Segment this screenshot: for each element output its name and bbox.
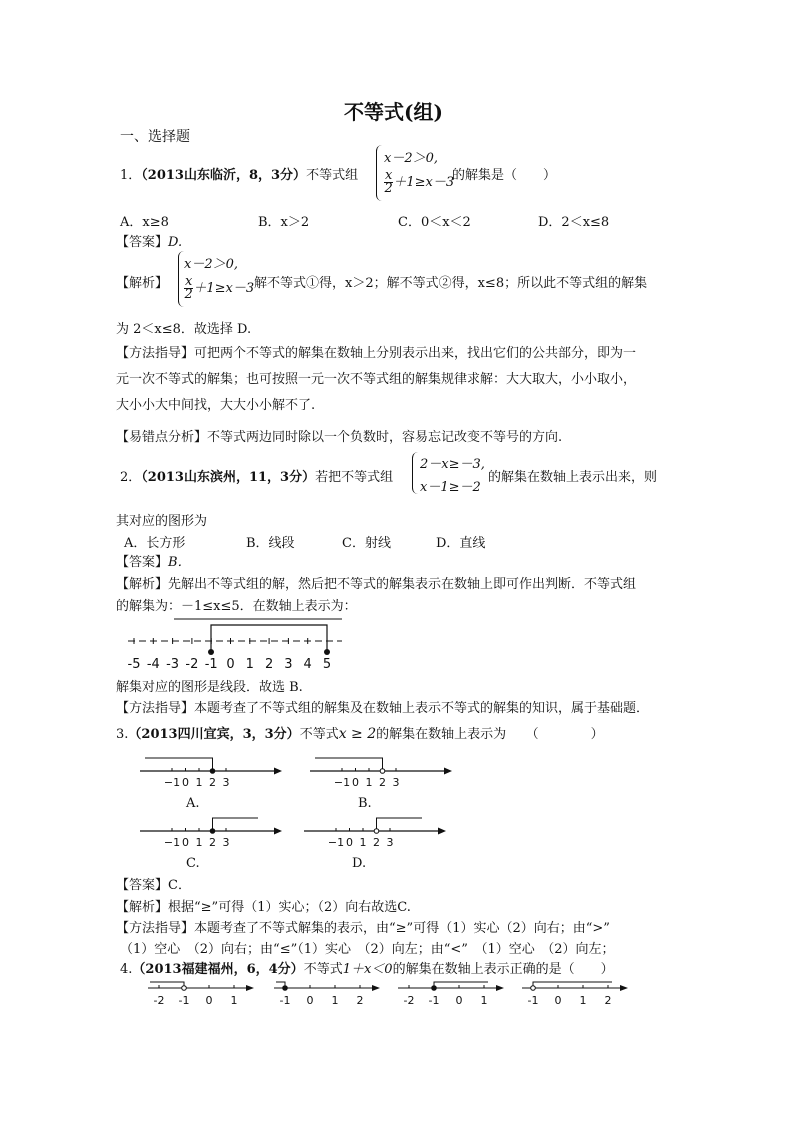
q3-option-b-arrowhead xyxy=(444,768,452,775)
q3-source: （2013四川宜宾，3，3分） xyxy=(128,727,300,742)
q3-option-a-axis-label: 0 xyxy=(182,776,189,789)
q2-solution-bracket xyxy=(211,625,327,652)
q4-option-c-axis-label: -1 xyxy=(428,994,440,1007)
q3-analysis-text: 根据“≥”可得（1）实心；（2）向右故选C. xyxy=(168,900,411,915)
q1-answer-tag: 【答案】 xyxy=(116,235,169,250)
q2-analysis-tag: 【解析】 xyxy=(116,577,169,592)
q3-option-b-label: B. xyxy=(358,796,372,811)
q2-stem-cont: 其对应的图形为 xyxy=(116,514,208,529)
q1-ineq2 xyxy=(384,170,454,195)
q2-method-text: 本题考查了不等式组的解集及在数轴上表示不等式的解集的知识，属于基础题． xyxy=(194,701,650,716)
q2-axis-label: 3 xyxy=(284,657,293,672)
q3-option-a-axis-label: −1 xyxy=(163,776,181,789)
q3-option-d-endpoint xyxy=(374,829,379,834)
q4-option-a-axis-label: 0 xyxy=(205,994,213,1007)
q3-option-a-arrowhead xyxy=(274,768,282,775)
q2-axis-label: 0 xyxy=(226,657,235,672)
q3-answer xyxy=(116,874,191,893)
q1-option-d: D．2＜x≤8 xyxy=(538,215,610,230)
q2-axis-label: 2 xyxy=(264,657,274,672)
q3-option-b-axis-label: −1 xyxy=(333,776,351,789)
q1-method-line1: 可把两个不等式的解集在数轴上分别表示出来，找出它们的公共部分，即为一 xyxy=(194,346,637,361)
q4-option-d-axis-label: 1 xyxy=(579,994,587,1007)
q2-stem-pre: 若把不等式组 xyxy=(315,470,394,485)
q4-stem-post: 的解集在数轴上表示正确的是（ ） xyxy=(392,962,614,977)
q2-option-a: A．长方形 xyxy=(124,536,186,551)
q4-option-a-axis-label: -1 xyxy=(178,994,190,1007)
q1-analysis-text: 解不等式①得，x＞2；解不等式②得，x≤8；所以此不等式组的解集 xyxy=(254,276,648,291)
q2-answer-value: B． xyxy=(168,555,191,570)
q2-stem-post: 的解集在数轴上表示出来，则 xyxy=(488,470,658,485)
q3-analysis xyxy=(116,896,411,915)
q3-option-a-axis-label: 1 xyxy=(195,776,203,789)
q4-option-c-solution-ray xyxy=(434,982,488,988)
q1-brace xyxy=(376,145,383,201)
q4-stem xyxy=(120,958,614,977)
section-heading: 一、选择题 xyxy=(120,129,190,145)
q3-option-d-axis-label: 2 xyxy=(373,836,380,849)
q4-option-d-arrowhead xyxy=(620,985,628,991)
q4-option-b-axis-label: -1 xyxy=(279,994,291,1007)
q3-stem-math: x ≥ 2 xyxy=(338,726,377,742)
q3-stem-pre: 不等式 xyxy=(299,727,339,742)
q2-answer xyxy=(116,551,191,570)
q3-option-b-axis-label: 3 xyxy=(392,776,400,789)
q3-option-c-arrowhead xyxy=(274,828,282,835)
q2-axis-label: -2 xyxy=(185,657,199,672)
q1-answer-value: D. xyxy=(168,235,183,250)
q4-option-b-axis-label: 2 xyxy=(356,994,364,1007)
q1-analysis-cont: 为 2＜x≤8．故选择 D. xyxy=(116,322,252,337)
q3-stem-post: 的解集在数轴上表示为 （ ） xyxy=(376,727,604,742)
q3-option-d-axis-label: 1 xyxy=(359,836,367,849)
q1-stem-post: 的解集是（ ） xyxy=(452,168,557,183)
q4-option-d-axis-label: 0 xyxy=(554,994,562,1007)
q4-stem-math: 1＋x＜0 xyxy=(342,962,393,977)
q4-option-b-axis-label: 1 xyxy=(331,994,339,1007)
q4-option-d-solution-ray xyxy=(533,982,612,988)
q2-stem xyxy=(120,466,393,485)
q1-method-line2: 元一次不等式的解集；也可按照一元一次不等式组的解集规律求解：大大取大，小小取小， xyxy=(116,372,637,387)
q3-method-line2: （1）空心 （2）向右；由“≤”（1）实心 （2）向左；由“<” （1）空心 （2）向左； xyxy=(120,942,615,957)
q2-ineq2: x－1≥－2 xyxy=(420,480,481,495)
q3-option-c-label: C. xyxy=(186,856,200,871)
q2-method xyxy=(116,697,649,716)
q4-option-c-arrowhead xyxy=(496,985,504,991)
q4-option-c-axis-label: 0 xyxy=(455,994,463,1007)
q2-axis-label: 4 xyxy=(303,657,312,672)
q3-method-tag: 【方法指导】 xyxy=(116,921,195,936)
q2-analysis-line1: 先解出不等式组的解，然后把不等式的解集表示在数轴上即可作出判断．不等式组 xyxy=(168,577,637,592)
q1-method-line3: 大小小大中间找，大大小小解不了. xyxy=(116,398,316,413)
q4-option-d-axis-label: -1 xyxy=(527,994,539,1007)
q4-source: （2013福建福州，6，4分） xyxy=(132,962,304,977)
q4-option-d-endpoint xyxy=(531,986,536,991)
q3-option-a-axis-label: 3 xyxy=(222,776,230,789)
q2-option-c: C．射线 xyxy=(342,536,391,551)
q1-option-c: C．0＜x＜2 xyxy=(398,215,471,230)
q4-option-a-axis-label: 1 xyxy=(230,994,238,1007)
q1-analysis-tag: 【解析】 xyxy=(116,276,169,291)
q3-option-d-axis-label: 0 xyxy=(346,836,353,849)
q3-option-b-solution-ray xyxy=(315,758,383,771)
q1-analysis-ineq1: x－2＞0, xyxy=(184,257,239,272)
q4-option-a-axis-label: -2 xyxy=(153,994,165,1007)
q2-left-endpoint xyxy=(208,649,214,655)
q1-answer xyxy=(116,231,182,250)
q1-error-tag: 【易错点分析】 xyxy=(116,430,208,445)
q1-option-a: A．x≥8 xyxy=(120,215,169,230)
q2-answer-tag: 【答案】 xyxy=(116,555,169,570)
q1-ineq2-rest: ＋1≥x－3 xyxy=(393,175,455,190)
q3-answer-tag: 【答案】 xyxy=(116,878,169,893)
q3-option-d-label: D. xyxy=(352,856,367,871)
q3-answer-value: C． xyxy=(168,878,191,893)
q1-method xyxy=(116,342,636,361)
q1-number: 1． xyxy=(120,168,142,183)
q3-option-a-axis-label: 2 xyxy=(209,776,216,789)
q1-method-tag: 【方法指导】 xyxy=(116,346,195,361)
q4-option-c-axis-label: -2 xyxy=(403,994,415,1007)
q2-number: 2． xyxy=(120,470,142,485)
q2-axis-label: -1 xyxy=(204,657,218,672)
q2-brace xyxy=(412,452,419,494)
q1-stem-pre: 不等式组 xyxy=(306,168,359,183)
q4-option-b-axis-label: 0 xyxy=(306,994,314,1007)
q3-option-c-axis-label: 2 xyxy=(209,836,216,849)
q2-ineq1: 2－x≥－3, xyxy=(420,457,485,472)
q3-option-a-solution-ray xyxy=(145,758,213,771)
q3-option-d-axis-label: −1 xyxy=(327,836,345,849)
q1-analysis-ineq2-rest: ＋1≥x－3 xyxy=(193,281,255,296)
q3-option-a-endpoint xyxy=(210,769,215,774)
q1-analysis-frac-den: 2 xyxy=(184,287,193,302)
q3-option-c-endpoint xyxy=(210,829,215,834)
q2-source: （2013山东滨州，11，3分） xyxy=(141,470,316,485)
q3-option-c-axis-label: 1 xyxy=(195,836,203,849)
q4-option-b-endpoint xyxy=(283,986,288,991)
q1-ineq1: x－2＞0, xyxy=(384,151,439,166)
q2-right-endpoint xyxy=(324,649,330,655)
q4-option-b-arrowhead xyxy=(372,985,380,991)
q3-number: 3. xyxy=(116,727,129,742)
q1-option-b: B．x＞2 xyxy=(258,215,310,230)
q1-source: （2013山东临沂，8，3分） xyxy=(141,168,307,183)
q2-axis-label: -4 xyxy=(146,657,160,672)
q4-option-d-axis-label: 2 xyxy=(604,994,612,1007)
q1-stem xyxy=(120,164,358,183)
q4-number: 4. xyxy=(120,962,133,977)
q3-analysis-tag: 【解析】 xyxy=(116,900,169,915)
q3-option-d-arrowhead xyxy=(438,828,446,835)
q3-option-a-label: A. xyxy=(186,796,200,811)
q4-option-c-endpoint xyxy=(432,986,437,991)
q4-option-a-endpoint xyxy=(182,986,187,991)
q2-method-tag: 【方法指导】 xyxy=(116,701,195,716)
q3-option-b-axis-label: 1 xyxy=(365,776,373,789)
q2-axis-label: 1 xyxy=(245,657,254,672)
q2-axis-label: -3 xyxy=(166,657,180,672)
page-title: 不等式(组) xyxy=(344,100,443,124)
q3-option-c-solution-ray xyxy=(213,818,259,831)
q3-method-line1: 本题考查了不等式解集的表示，由“≥”可得（1）实心（2）向右；由“>” xyxy=(194,921,610,936)
q2-option-b: B．线段 xyxy=(246,536,295,551)
q1-error-text: 不等式两边同时除以一个负数时，容易忘记改变不等号的方向. xyxy=(207,430,563,445)
q3-option-d-axis-label: 3 xyxy=(386,836,394,849)
q3-option-b-axis-label: 0 xyxy=(352,776,359,789)
q4-option-a-solution-ray xyxy=(150,982,184,988)
q3-option-c-axis-label: −1 xyxy=(163,836,181,849)
q3-option-c-axis-label: 0 xyxy=(182,836,189,849)
q2-axis-label: -5 xyxy=(127,657,141,672)
q3-option-c-axis-label: 3 xyxy=(222,836,230,849)
q4-option-b-solution-ray xyxy=(276,982,285,988)
q4-option-c-axis-label: 1 xyxy=(480,994,488,1007)
q2-analysis-line2: 的解集为：－1≤x≤5．在数轴上表示为： xyxy=(116,599,357,614)
q3-option-b-endpoint xyxy=(380,769,385,774)
q2-axis-label: 5 xyxy=(322,657,332,672)
q1-analysis-ineq2 xyxy=(184,276,254,301)
q3-option-d-solution-ray xyxy=(377,818,423,831)
q2-conclusion: 解集对应的图形是线段．故选 B. xyxy=(116,680,303,695)
q1-analysis-frac-num: x xyxy=(185,274,193,289)
q2-analysis xyxy=(116,573,636,592)
q3-stem xyxy=(116,723,604,742)
q4-option-a-arrowhead xyxy=(246,985,254,991)
q3-method xyxy=(116,917,610,936)
q4-stem-pre: 不等式 xyxy=(303,962,343,977)
q3-option-b-axis-label: 2 xyxy=(379,776,386,789)
q1-frac-den: 2 xyxy=(384,181,393,196)
q1-error xyxy=(116,426,562,445)
q1-frac-num: x xyxy=(385,168,393,183)
q2-option-d: D．直线 xyxy=(436,536,486,551)
